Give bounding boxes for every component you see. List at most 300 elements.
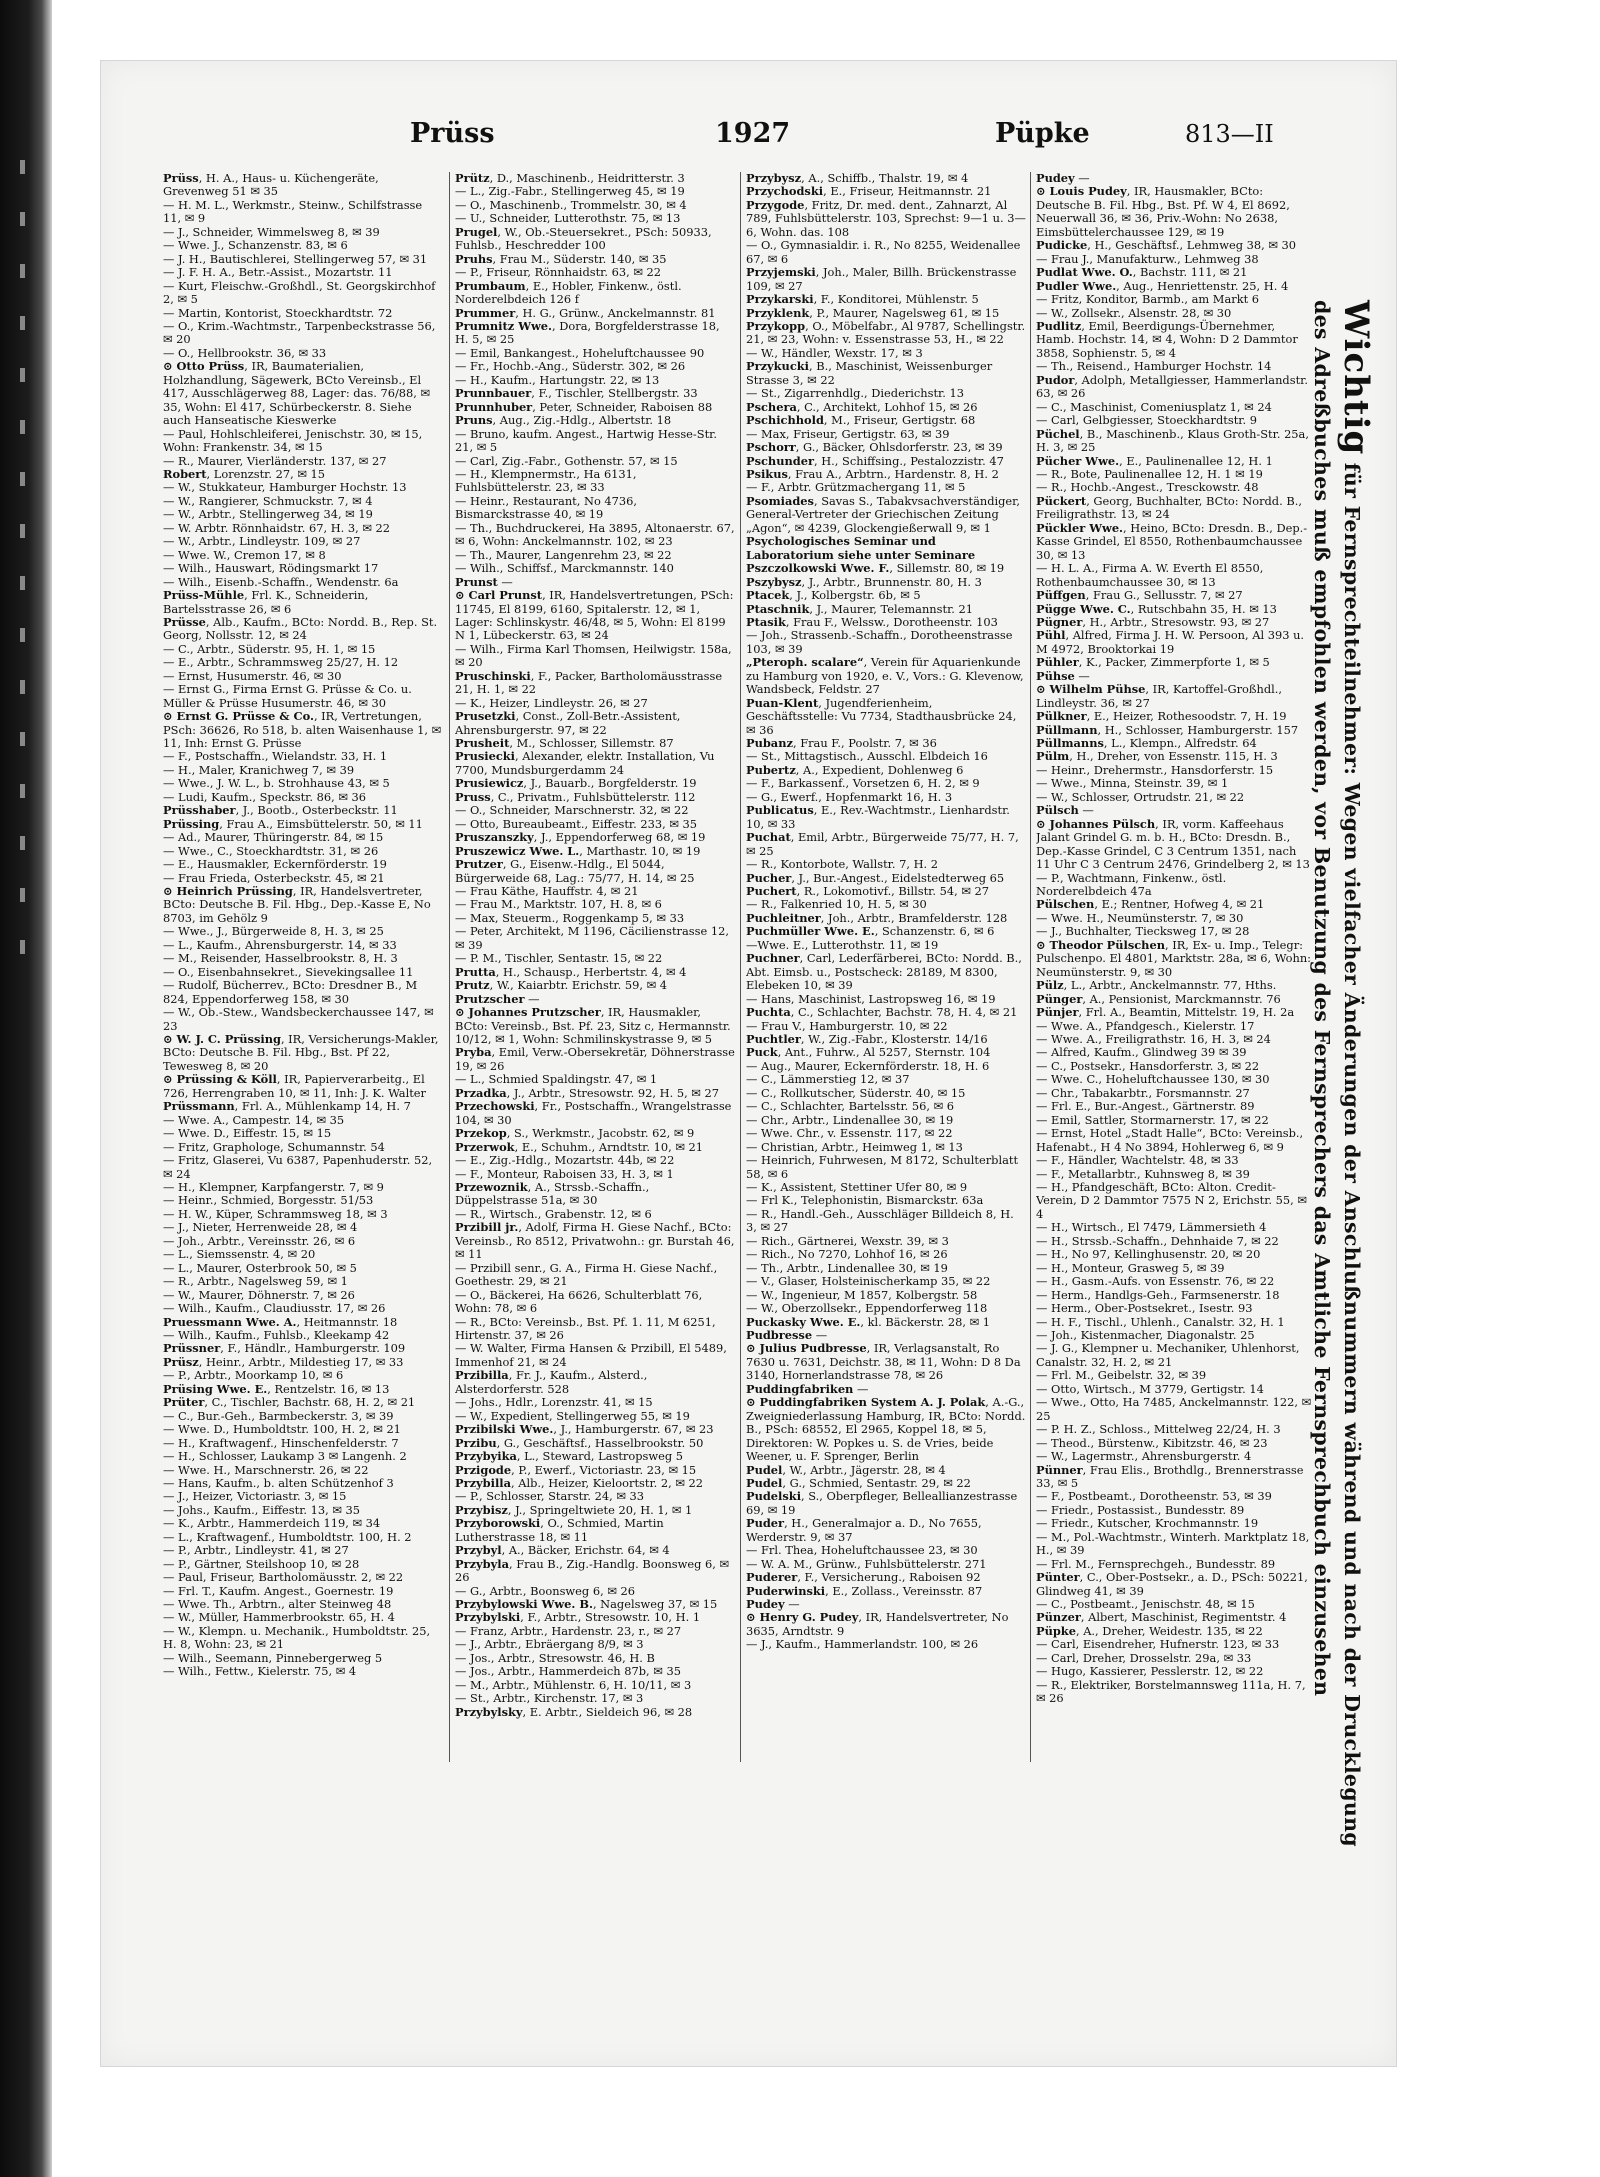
directory-entry: — R., Handl.-Geh., Ausschläger Billdeich 8, H. 3, ✉ 27 [746, 1206, 1014, 1235]
directory-entry: Pühl, Alfred, Firma J. H. W. Persoon, Al 393 u. M 4972, Brooktorkai 19 [1036, 628, 1305, 656]
directory-entry: Pülschen, E.; Rentner, Hofweg 4, ✉ 21 [1036, 897, 1265, 912]
directory-entry: — Joh., Kistenmacher, Diagonalstr. 25 [1036, 1327, 1255, 1342]
entry-surname: Prunnbauer [455, 386, 532, 401]
directory-entry: — Alfred, Kaufm., Glindweg 39 ✉ 39 [1036, 1045, 1247, 1060]
directory-entry: — M., Arbtr., Mühlenstr. 6, H. 10/11, ✉ 3 [455, 1677, 692, 1692]
directory-entry: — Franz, Arbtr., Hardenstr. 23, r., ✉ 27 [455, 1623, 682, 1638]
directory-entry: Pschunder, H., Schiffsing., Pestalozzistr. 47 [746, 453, 1004, 468]
directory-entry: Przychodski, E., Friseur, Heitmannstr. 21 [746, 184, 992, 199]
directory-entry: — H., Kraftwagenf., Hinschenfelderstr. 7 [163, 1435, 399, 1450]
entry-surname: ⊙ Otto Prüss [163, 359, 245, 374]
directory-entry: — M., Reisender, Hasselbrookstr. 8, H. 3 [163, 951, 398, 966]
entry-surname: Przewoznik [455, 1179, 528, 1194]
directory-entry: — H. L. A., Firma A. W. Everth El 8550, Rothenbaumchaussee 30, ✉ 13 [1036, 561, 1264, 589]
entry-surname: Prüsse [163, 614, 206, 629]
entry-surname: Przybyl [455, 1543, 502, 1558]
directory-entry: Przykopp, O., Möbelfabr., Al 9787, Schellingstr. 21, ✉ 23, Wohn: v. Essenstrasse 53, H., ✉ 22 [746, 318, 1026, 347]
directory-entry: — Wwe. A., Freiligrathstr. 16, H. 3, ✉ 24 [1036, 1032, 1271, 1046]
directory-entry: — C., Bur.-Geh., Barmbeckerstr. 3, ✉ 39 [163, 1408, 394, 1423]
entry-surname: Pünter [1036, 1570, 1080, 1585]
directory-entry: Pschorr, G., Bäcker, Ohlsdorferstr. 23, ✉ 39 [746, 440, 1003, 455]
directory-entry: — Th., Arbtr., Lindenallee 30, ✉ 19 [746, 1260, 948, 1275]
directory-entry: — P., Wachtmann, Finkenw., östl. Norderelbdeich 47a [1036, 870, 1227, 899]
directory-entry: — Heinr., Restaurant, No 4736, Bismarckstrasse 40, ✉ 19 [455, 493, 638, 522]
directory-entry: — Emil, Sattler, Stormarnerstr. 17, ✉ 22 [1036, 1112, 1269, 1127]
directory-entry: — Przibill senr., G. A., Firma H. Giese Nachf., Goethestr. 29, ✉ 21 [455, 1260, 718, 1289]
directory-entry: — Jos., Arbtr., Hammerdeich 87b, ✉ 35 [455, 1664, 681, 1679]
directory-entry: — Max, Steuerm., Roggenkamp 5, ✉ 33 [455, 910, 685, 925]
directory-entry: Pruhs, Frau M., Süderstr. 140, ✉ 35 [455, 251, 667, 266]
directory-entry: Przybilla, Alb., Heizer, Kieloortstr. 2, ✉ 22 [455, 1475, 704, 1490]
directory-entry: — W., Lagermstr., Ahrensburgerstr. 4 [1036, 1449, 1252, 1464]
directory-entry: — Carl, Dreher, Drosselstr. 29a, ✉ 33 [1036, 1650, 1252, 1665]
directory-entry: — Otto, Bureaubeamt., Eiffestr. 233, ✉ 35 [455, 816, 697, 831]
entry-surname: Pubanz [746, 736, 793, 751]
directory-entry: — Wwe. D., Eiffestr. 15, ✉ 15 [163, 1126, 332, 1141]
directory-entry: — O., Hellbrookstr. 36, ✉ 33 [163, 345, 327, 360]
directory-entry: — O., Schneider, Marschnerstr. 32, ✉ 22 [455, 803, 689, 818]
directory-entry: Pryba, Emil, Verw.-Obersekretär, Döhnerstrasse 19, ✉ 26 [455, 1045, 735, 1073]
directory-entry: — Wwe. Chr., v. Essenstr. 117, ✉ 22 [746, 1126, 953, 1141]
directory-entry: — R., Bote, Paulinenallee 12, H. 1 ✉ 19 [1036, 466, 1263, 481]
directory-entry: — R., Maurer, Vierländerstr. 137, ✉ 27 [163, 453, 387, 468]
directory-entry: — H., Schlosser, Laukamp 3 ✉ Langenh. 2 [163, 1449, 407, 1464]
directory-entry: Przibu, G., Geschäftsf., Hasselbrookstr. 50 [455, 1435, 704, 1450]
directory-entry: — Wwe. A., Pfandgesch., Kielerstr. 17 [1036, 1018, 1255, 1033]
page-number: 813—II [1185, 120, 1274, 148]
entry-surname: Prüsing Wwe. E. [163, 1381, 268, 1396]
directory-entry: — Johs., Kaufm., Eiffestr. 13, ✉ 35 [163, 1502, 361, 1517]
entry-surname: Prusiewicz [455, 776, 524, 791]
directory-entry: — H. F., Tischl., Uhlenh., Canalstr. 32, H. 1 [1036, 1314, 1285, 1329]
directory-entry: — Frl K., Telephonistin, Bismarckstr. 63a [746, 1193, 984, 1208]
entry-surname: Przybysz [746, 172, 802, 185]
entry-surname: Pruszewicz Wwe. L. [455, 843, 580, 858]
directory-entry: Przybyl, A., Bäcker, Erichstr. 64, ✉ 4 [455, 1543, 670, 1558]
directory-entry: Puchleitner, Joh., Arbtr., Bramfelderstr. 128 [746, 910, 1008, 925]
directory-entry: Przibilla, Fr. J., Kaufm., Alsterd., Alsterdorferstr. 528 [455, 1368, 648, 1396]
directory-entry: Pudel, W., Arbtr., Jägerstr. 28, ✉ 4 [746, 1462, 946, 1477]
directory-entry: — H. M. L., Werkmstr., Steinw., Schilfstrasse 11, ✉ 9 [163, 197, 423, 226]
directory-entry: — W. Arbtr. Rönnhaidstr. 67, H. 3, ✉ 22 [163, 520, 391, 535]
directory-entry: — Frau M., Marktstr. 107, H. 8, ✉ 6 [455, 897, 662, 912]
directory-entry: — J., Kaufm., Hammerlandstr. 100, ✉ 26 [746, 1637, 979, 1652]
directory-entry: — H. W., Küper, Schrammsweg 18, ✉ 3 [163, 1206, 388, 1221]
entry-surname: Przibill jr. [455, 1220, 519, 1235]
directory-entry: Pruszewicz Wwe. L., Marthastr. 10, ✉ 19 [455, 843, 701, 858]
directory-entry: Prüsshaber, J., Bootb., Osterbeckstr. 11 [163, 803, 398, 818]
directory-entry: Püllmann, H., Schlosser, Hamburgerstr. 157 [1036, 722, 1299, 737]
directory-entry: — P., Arbtr., Lindleystr. 41, ✉ 27 [163, 1543, 349, 1558]
entry-surname: ⊙ Johannes Pülsch [1036, 816, 1156, 831]
entry-surname: ⊙ Prüssing & Köll [163, 1072, 277, 1087]
directory-entry: ⊙ Johannes Pülsch, IR, vorm. Kaffeehaus Jalant Grindel G. m. b. H., BCto: Dresdn. B., Dep.-Kasse Grindel, C 3 Centrum 1351, nach 11 Uhr C 3 Centrum 2476, Grindelberg 2, ✉ 13 [1036, 816, 1310, 872]
directory-entry: Puderer, F., Versicherung., Raboisen 92 [746, 1570, 981, 1585]
entry-surname: Przyjemski [746, 265, 816, 280]
entry-surname: Pruessmann Wwe. A. [163, 1314, 297, 1329]
directory-entry: — H., Klempner, Karpfangerstr. 7, ✉ 9 [163, 1179, 384, 1194]
directory-entry: — H., No 97, Kellinghusenstr. 20, ✉ 20 [1036, 1247, 1261, 1262]
directory-entry: Püchel, B., Maschinenb., Klaus Groth-Str. 25a, H. 3, ✉ 25 [1036, 426, 1309, 455]
notice-line-2: des Adreßbuches muß empfohlen werden, vor Benutzung des Fernsprechers das Amtliche Fernsprechbuch einzusehen [1310, 300, 1334, 1697]
entry-surname: Pruszanszky [455, 830, 534, 845]
directory-entry: — Th., Reisend., Hamburger Hochstr. 14 [1036, 359, 1272, 374]
entry-surname: Robert [163, 466, 207, 481]
entry-surname: Pückler Wwe. [1036, 520, 1124, 535]
directory-entry: — H., Monteur, Grasweg 5, ✉ 39 [1036, 1260, 1225, 1275]
directory-entry: — C., Postbeamt., Jenischstr. 48, ✉ 15 [1036, 1597, 1255, 1612]
directory-entry: Pschichhold, M., Friseur, Gertigstr. 68 [746, 413, 976, 428]
directory-entry: Pünter, C., Ober-Postsekr., a. D., PSch: 50221, Glindweg 41, ✉ 39 [1036, 1570, 1308, 1598]
entry-surname: Prüssner [163, 1341, 221, 1356]
directory-entry: Prusheit, M., Schlosser, Sillemstr. 87 [455, 736, 674, 751]
entry-surname: Przibu [455, 1435, 497, 1450]
directory-entry: Prummer, H. G., Grünw., Anckelmannstr. 81 [455, 305, 716, 320]
entry-surname: Pünner [1036, 1462, 1083, 1477]
directory-entry: — Joh., Arbtr., Vereinsstr. 26, ✉ 6 [163, 1233, 356, 1248]
entry-surname: Pszczolkowski Wwe. F. [746, 561, 890, 576]
directory-entry: — L., Maurer, Osterbrook 50, ✉ 5 [163, 1260, 357, 1275]
directory-entry: Puchmüller Wwe. E., Schanzenstr. 6, ✉ 6 [746, 924, 995, 939]
entry-surname: Pszybysz [746, 574, 802, 589]
directory-entry: ⊙ W. J. C. Prüssing, IR, Versicherungs-Makler, BCto: Deutsche B. Fil. Hbg., Bst. Pf 22, Tewesweg 8, ✉ 20 [163, 1032, 439, 1073]
directory-entry: — Friedr., Postassist., Bundesstr. 89 [1036, 1502, 1245, 1517]
directory-entry: — Paul, Friseur, Bartholomäusstr. 2, ✉ 22 [163, 1570, 404, 1585]
directory-entry: Przybisz, J., Springeltwiete 20, H. 1, ✉ 1 [455, 1502, 693, 1517]
entry-surname: Pülsch [1036, 803, 1079, 818]
directory-entry: — Chr., Arbtr., Lindenallee 30, ✉ 19 [746, 1112, 954, 1127]
entry-surname: Pubertz [746, 762, 796, 777]
directory-entry: ⊙ Carl Prunst, IR, Handelsvertretungen, PSch: 11745, El 8199, 6160, Spitalerstr. 12, ✉ 1, Lager: Schlinskystr. 46/48, ✉ 5, Wohn: El 8199 N 1, Lübeckerstr. 63, ✉ 24 [455, 588, 734, 643]
entry-surname: Prutta [455, 964, 496, 979]
entry-surname: Puddingfabriken [746, 1381, 854, 1396]
entry-surname: Przerwok [455, 1139, 515, 1154]
directory-entry: Puchert, R., Lokomotivf., Billstr. 54, ✉ 27 [746, 884, 989, 899]
entry-surname: Pudler Wwe. [1036, 278, 1117, 293]
directory-entry: — L., Kraftwagenf., Humboldtstr. 100, H. 2 [163, 1529, 412, 1544]
entry-surname: Püchel [1036, 426, 1080, 441]
directory-entry: Prutz, W., Kaiarbtr. Erichstr. 59, ✉ 4 [455, 978, 668, 993]
directory-entry: Pubanz, Frau F., Poolstr. 7, ✉ 36 [746, 736, 937, 751]
directory-entry: — F., Arbtr. Grützmachergang 11, ✉ 5 [746, 480, 966, 495]
entry-surname: Prüssing [163, 816, 220, 831]
directory-entry: — M., Pol.-Wachtmstr., Winterh. Marktplatz 18, H., ✉ 39 [1036, 1529, 1310, 1558]
directory-entry: — Jos., Arbtr., Stresowstr. 46, H. B [455, 1650, 655, 1665]
entry-surname: Pudelski [746, 1489, 802, 1504]
directory-entry: — Frau J., Manufakturw., Lehmweg 38 [1036, 251, 1259, 266]
entry-surname: Puchner [746, 951, 800, 966]
entry-surname: Puchleitner [746, 910, 821, 925]
entry-surname: Pülz [1036, 978, 1064, 993]
entry-surname: Prüter [163, 1395, 205, 1410]
entry-surname: Prüsz [163, 1354, 199, 1369]
directory-entry: — H., Gasm.-Aufs. von Essenstr. 76, ✉ 22 [1036, 1274, 1275, 1289]
entry-surname: Puck [746, 1045, 778, 1060]
directory-entry: — J. H., Bautischlerei, Stellingerweg 57, ✉ 31 [163, 251, 428, 266]
directory-entry: Puchat, Emil, Arbtr., Bürgerweide 75/77, H. 7, ✉ 25 [746, 830, 1019, 858]
entry-surname: ⊙ Julius Pudbresse [746, 1341, 867, 1356]
entry-surname: Pühler [1036, 655, 1079, 670]
entry-surname: Prusiecki [455, 749, 515, 764]
directory-column-4 [1036, 172, 1314, 1762]
directory-entry: Przyjemski, Joh., Maler, Billh. Brückenstrasse 109, ✉ 27 [746, 265, 1017, 293]
entry-surname: Prumbaum [455, 278, 526, 293]
directory-entry: — L., Schmied Spaldingstr. 47, ✉ 1 [455, 1072, 658, 1087]
directory-entry: — Wwe., J., Bürgerweide 8, H. 3, ✉ 25 [163, 924, 384, 939]
directory-entry: — Otto, Wirtsch., M 3779, Gertigstr. 14 [1036, 1381, 1264, 1396]
entry-surname: Prutzscher [455, 991, 525, 1006]
directory-entry: — W., Stukkateur, Hamburger Hochstr. 13 [163, 480, 407, 495]
notice-lead-word: Wichtig [1336, 300, 1376, 456]
directory-entry: — R., Hochb.-Angest., Tresckowstr. 48 [1036, 480, 1259, 495]
directory-entry: — F., Barkassenf., Vorsetzen 6, H. 2, ✉ 9 [746, 776, 980, 791]
entry-surname: Psomiades [746, 493, 814, 508]
header-first-entry: Prüss [410, 118, 495, 149]
entry-surname: Pühse [1036, 668, 1075, 683]
entry-surname: ⊙ Johannes Prutzscher [455, 1005, 601, 1020]
directory-entry: — H., Wirtsch., El 7479, Lämmersieth 4 [1036, 1220, 1267, 1235]
directory-entry: Pudel, G., Schmied, Sentastr. 29, ✉ 22 [746, 1475, 971, 1490]
entry-surname: Prunst [455, 574, 498, 589]
directory-entry: — F., Postbeamt., Dorotheenstr. 53, ✉ 39 [1036, 1489, 1272, 1504]
directory-entry: Pruszanszky, J., Eppendorferweg 68, ✉ 19 [455, 830, 706, 845]
directory-entry: ⊙ Prüssing & Köll, IR, Papierverarbeitg., El 726, Herrengraben 10, ✉ 11, Inh: J. K. Walter [163, 1072, 426, 1100]
entry-surname: Prusetzki [455, 709, 516, 724]
directory-entry: — Joh., Strassenb.-Schaffn., Dorotheenstrasse 103, ✉ 39 [746, 628, 1013, 656]
entry-surname: Pschunder [746, 453, 814, 468]
directory-entry: — J., Arbtr., Ebräergang 8/9, ✉ 3 [455, 1637, 644, 1652]
directory-entry: — J. G., Klempner u. Mechaniker, Uhlenhorst, Canalstr. 32, H. 2, ✉ 21 [1036, 1341, 1300, 1369]
directory-entry: — Th., Maurer, Langenrehm 23, ✉ 22 [455, 547, 672, 562]
entry-surname: Pruhs [455, 251, 493, 266]
directory-entry: — F., Metallarbtr., Kuhnsweg 8, ✉ 39 [1036, 1166, 1250, 1181]
directory-entry: — P., Gärtner, Steilshoop 10, ✉ 28 [163, 1556, 360, 1571]
directory-entry: — Johs., Hdlr., Lorenzstr. 41, ✉ 15 [455, 1395, 653, 1410]
directory-entry: Pudor, Adolph, Metallgiesser, Hammerlandstr. 63, ✉ 26 [1036, 372, 1308, 401]
entry-surname: Püllmann [1036, 722, 1098, 737]
directory-entry: — Paul, Hohlschleiferei, Jenischstr. 30, ✉ 15, Wohn: Frankenstr. 34, ✉ 15 [163, 426, 423, 455]
entry-surname: Pülm [1036, 749, 1070, 764]
entry-surname: Pucher [746, 870, 792, 885]
header-last-entry: Püpke [995, 118, 1090, 149]
entry-surname: ⊙ Wilhelm Pühse [1036, 682, 1146, 697]
entry-surname: ⊙ Puddingfabriken System A. J. Polak [746, 1395, 986, 1410]
telephone-notice-sidebar [1310, 300, 1376, 1847]
entry-surname: Pünjer [1036, 1005, 1079, 1020]
directory-entry: Puchner, Carl, Lederfärberei, BCto: Nordd. B., Abt. Eimsb. u., Postscheck: 28189, M 8300, Elebeken 10, ✉ 39 [746, 951, 1022, 993]
directory-entry: — O., Gymnasialdir. i. R., No 8255, Weidenallee 67, ✉ 6 [746, 238, 1021, 266]
directory-entry: — Wwe., J. W. L., b. Strohhause 43, ✉ 5 [163, 776, 390, 791]
directory-entry: — Ernst G., Firma Ernst G. Prüsse & Co. u. Müller & Prüsse Husumerstr. 46, ✉ 30 [163, 682, 412, 710]
directory-entry: — W. A. M., Grünw., Fuhlsbüttelerstr. 271 [746, 1556, 987, 1571]
entry-surname: Puchert [746, 884, 797, 899]
directory-entry: Puchtler, W., Zig.-Fabr., Klosterstr. 14/16 [746, 1032, 988, 1046]
entry-surname: Puchta [746, 1005, 791, 1020]
entry-surname: Prutzer [455, 857, 503, 872]
directory-entry: — W., Händler, Wexstr. 17, ✉ 3 [746, 345, 923, 360]
directory-entry: Prunst — [455, 574, 513, 589]
entry-surname: Pülkner [1036, 709, 1087, 724]
directory-entry: ⊙ Heinrich Prüssing, IR, Handelsvertreter, BCto: Deutsche B. Fil. Hbg., Dep.-Kasse E, No 8703, im Gehölz 9 [163, 884, 431, 925]
directory-entry: Prüter, C., Tischler, Bachstr. 68, H. 2, ✉ 21 [163, 1395, 416, 1410]
directory-entry: — Kurt, Fleischw.-Großhdl., St. Georgskirchhof 2, ✉ 5 [163, 278, 436, 307]
directory-entry: Pünzer, Albert, Maschinist, Regimentstr. 4 [1036, 1610, 1287, 1625]
directory-entry: Puddingfabriken — [746, 1381, 869, 1396]
entry-surname: Przyborowski [455, 1516, 541, 1531]
directory-entry: — Wwe., Minna, Steinstr. 39, ✉ 1 [1036, 776, 1229, 791]
entry-surname: Puchmüller Wwe. E. [746, 924, 875, 939]
directory-column-2 [455, 172, 735, 1762]
directory-entry: — Wwe. W., Cremon 17, ✉ 8 [163, 547, 326, 562]
directory-entry: — J., Buchhalter, Tiecksweg 17, ✉ 28 [1036, 924, 1250, 939]
directory-entry: — W., Arbtr., Lindleystr. 109, ✉ 27 [163, 534, 361, 549]
directory-entry: — Wwe. J., Schanzenstr. 83, ✉ 6 [163, 238, 348, 253]
directory-entry: — C., Postsekr., Hansdorferstr. 3, ✉ 22 [1036, 1058, 1260, 1073]
entry-surname: Pruschinski [455, 668, 531, 683]
directory-entry: — P., Friseur, Rönnhaidstr. 63, ✉ 22 [455, 265, 661, 280]
entry-surname: Prummer [455, 305, 516, 320]
entry-surname: Prüss [163, 172, 199, 185]
directory-entry: — Wilh., Hauswart, Rödingsmarkt 17 [163, 561, 379, 576]
entry-surname: Ptasik [746, 614, 786, 629]
directory-entry: — Christian, Arbtr., Heimweg 1, ✉ 13 [746, 1139, 963, 1154]
entry-surname: Przybylowski Wwe. B. [455, 1597, 593, 1612]
entry-surname: Pügner [1036, 614, 1083, 629]
directory-entry: — Hugo, Kassierer, Pesslerstr. 12, ✉ 22 [1036, 1664, 1264, 1679]
directory-entry: Przybylowski Wwe. B., Nagelsweg 37, ✉ 15 [455, 1597, 718, 1612]
entry-surname: Przyklenk [746, 305, 810, 320]
directory-entry: — Wilh., Seemann, Pinnebergerweg 5 [163, 1650, 383, 1665]
entry-surname: Puckasky Wwe. E. [746, 1314, 861, 1329]
directory-entry: Pügner, H., Arbtr., Stresowstr. 93, ✉ 27 [1036, 614, 1270, 629]
directory-entry: — Fritz, Konditor, Barmb., am Markt 6 [1036, 292, 1260, 307]
directory-entry: — Wwe., C., Stoeckhardtstr. 31, ✉ 26 [163, 843, 379, 858]
entry-surname: Puchat [746, 830, 791, 845]
entry-surname: Przekop [455, 1126, 507, 1141]
directory-entry: Pücher Wwe., E., Paulinenallee 12, H. 1 [1036, 453, 1273, 468]
directory-entry: — Frl. T., Kaufm. Angest., Goernestr. 19 [163, 1583, 394, 1598]
directory-entry: — Wwe. H., Marschnerstr. 26, ✉ 22 [163, 1462, 369, 1477]
directory-entry: — Wwe. A., Campestr. 14, ✉ 35 [163, 1112, 345, 1127]
entry-surname: Prütz [455, 172, 490, 185]
entry-surname: Pünger [1036, 991, 1083, 1006]
entry-surname: ⊙ Theodor Pülschen [1036, 937, 1165, 952]
entry-surname: Puchtler [746, 1032, 801, 1046]
entry-surname: Przybisz [455, 1502, 508, 1517]
directory-entry: — F., Händler, Wachtelstr. 48, ✉ 33 [1036, 1153, 1239, 1168]
entry-surname: Prugel [455, 224, 498, 239]
directory-entry: — H., Maler, Kranichweg 7, ✉ 39 [163, 762, 355, 777]
directory-entry: Pszczolkowski Wwe. F., Sillemstr. 80, ✉ 19 [746, 561, 1005, 576]
directory-entry: Przybylski, F., Arbtr., Stresowstr. 10, H. 1 [455, 1610, 701, 1625]
directory-entry: Przechowski, Fr., Postschaffn., Wrangelstrasse 104, ✉ 30 [455, 1099, 732, 1127]
directory-entry: Puder, H., Generalmajor a. D., No 7655, Werderstr. 9, ✉ 37 [746, 1516, 982, 1544]
entry-surname: Pückert [1036, 493, 1087, 508]
directory-entry: — E., Zig.-Hdlg., Mozartstr. 44b, ✉ 22 [455, 1153, 675, 1168]
entry-surname: Püpke [1036, 1623, 1076, 1638]
directory-entry: Przibill jr., Adolf, Firma H. Giese Nachf., BCto: Vereinsb., Ro 8512, Privatwohn.: gr. Burstah 46, ✉ 11 [455, 1220, 735, 1262]
entry-surname: Przychodski [746, 184, 824, 199]
directory-entry: — Chr., Tabakarbtr., Forsmannstr. 27 [1036, 1085, 1250, 1100]
directory-entry: — C., Maschinist, Comeniusplatz 1, ✉ 24 [1036, 399, 1272, 414]
directory-entry: Pucher, J., Bur.-Angest., Eidelstedterweg 65 [746, 870, 1005, 885]
directory-entry: — W., Expedient, Stellingerweg 55, ✉ 19 [455, 1408, 690, 1423]
directory-entry: Pudlat Wwe. O., Bachstr. 111, ✉ 21 [1036, 265, 1248, 280]
column-divider [449, 172, 450, 1762]
entry-surname: ⊙ Ernst G. Prüsse & Co. [163, 709, 314, 724]
directory-entry: — O., Bäckerei, Ha 6626, Schulterblatt 76, Wohn: 78, ✉ 6 [455, 1287, 703, 1316]
directory-entry: — O., Eisenbahnsekret., Sievekingsallee 11 [163, 964, 414, 979]
entry-surname: ⊙ Henry G. Pudey [746, 1610, 859, 1625]
binding-marks [14, 160, 36, 1460]
entry-surname: Pschichhold [746, 413, 824, 428]
directory-entry: Puchta, C., Schlachter, Bachstr. 78, H. 4, ✉ 21 [746, 1005, 1018, 1020]
directory-entry: Prüss, H. A., Haus- u. Küchengeräte, Grevenweg 51 ✉ 35 [163, 172, 379, 199]
directory-entry: — J. F. H. A., Betr.-Assist., Mozartstr. 11 [163, 265, 393, 280]
directory-entry: Puck, Ant., Fuhrw., Al 5257, Sternstr. 104 [746, 1045, 991, 1060]
directory-entry: Pruss, C., Privatm., Fuhlsbüttelerstr. 112 [455, 789, 696, 804]
entry-surname: Pruss [455, 789, 491, 804]
entry-surname: Puan-Klent [746, 695, 819, 710]
directory-entry: ⊙ Johannes Prutzscher, IR, Hausmakler, BCto: Vereinsb., Bst. Pf. 23, Sitz c, Hermannstr. 10/12, ✉ 1, Wohn: Schmilinskystrasse 9, ✉ 5 [455, 1005, 731, 1046]
book-binding-edge [0, 0, 52, 2177]
directory-entry: — R., Falkenried 10, H. 5, ✉ 30 [746, 897, 927, 912]
directory-entry: Pückert, Georg, Buchhalter, BCto: Nordd. B., Freiligrathstr. 13, ✉ 24 [1036, 493, 1302, 522]
directory-entry: — Wilh., Eisenb.-Schaffn., Wendenstr. 6a [163, 574, 399, 589]
directory-entry: — P. H. Z., Schloss., Mittelweg 22/24, H. 3 [1036, 1422, 1281, 1437]
directory-entry: — K., Heizer, Lindleystr. 26, ✉ 27 [455, 695, 648, 710]
directory-entry: — H., Pfandgeschäft, BCto: Alton. Credit-Verein, D 2 Dammtor 7575 N 2, Erichstr. 55, ✉ 4 [1036, 1179, 1307, 1221]
directory-entry: Prüssing, Frau A., Eimsbüttelerstr. 50, ✉ 11 [163, 816, 423, 831]
directory-entry: Przyklenk, P., Maurer, Nagelsweg 61, ✉ 15 [746, 305, 1000, 320]
directory-entry: — Friedr., Kutscher, Krochmannstr. 19 [1036, 1516, 1259, 1531]
directory-entry: — W., Rangierer, Schmuckstr. 7, ✉ 4 [163, 493, 373, 508]
directory-entry: Prüsse, Alb., Kaufm., BCto: Nordd. B., Rep. St. Georg, Nollsstr. 12, ✉ 24 [163, 614, 438, 643]
entry-surname: Prüsshaber [163, 803, 236, 818]
directory-entry: — Fritz, Graphologe, Schumannstr. 54 [163, 1139, 385, 1154]
directory-entry: Puderwinski, E., Zollass., Vereinsstr. 87 [746, 1583, 983, 1598]
directory-entry: — Wilh., Fettw., Kielerstr. 75, ✉ 4 [163, 1664, 357, 1679]
directory-entry: — Wilh., Firma Karl Thomsen, Heilwigstr. 158a, ✉ 20 [455, 641, 732, 670]
directory-entry: — St., Mittagstisch., Ausschl. Elbdeich 16 [746, 749, 988, 764]
directory-entry: — Herm., Handlgs-Geh., Farmsenerstr. 18 [1036, 1287, 1280, 1302]
entry-surname: Prunnhuber [455, 399, 533, 414]
directory-entry: — Rich., No 7270, Lohhof 16, ✉ 26 [746, 1247, 948, 1262]
directory-entry: — Frau Frieda, Osterbeckstr. 45, ✉ 21 [163, 870, 385, 885]
directory-entry: — Peter, Architekt, M 1196, Cäcilienstrasse 12, ✉ 39 [455, 924, 729, 952]
entry-surname: Pruns [455, 413, 493, 428]
directory-entry: — Rudolf, Bücherrev., BCto: Dresdner B., M 824, Eppendorferweg 158, ✉ 30 [163, 978, 418, 1006]
directory-entry: — V., Glaser, Holsteinischerkamp 35, ✉ 22 [746, 1274, 991, 1289]
directory-entry: Przybyla, Frau B., Zig.-Handlg. Boonsweg 6, ✉ 26 [455, 1556, 730, 1585]
directory-entry: Pünner, Frau Elis., Brothdlg., Brennerstrasse 33, ✉ 5 [1036, 1462, 1304, 1490]
entry-surname: Przibilla [455, 1368, 509, 1383]
entry-surname: Prumnitz Wwe. [455, 318, 553, 333]
directory-column-3 [746, 172, 1026, 1762]
directory-entry: Pruessmann Wwe. A., Heitmannstr. 18 [163, 1314, 398, 1329]
directory-entry: — J., Schneider, Wimmelsweg 8, ✉ 39 [163, 224, 380, 239]
directory-entry: Puan-Klent, Jugendferienheim, Geschäftsstelle: Vu 7734, Stadthausbrücke 24, ✉ 36 [746, 695, 1017, 737]
directory-entry: Przybylsky, E. Arbtr., Sieldeich 96, ✉ 28 [455, 1704, 693, 1719]
directory-entry: — W., Oberzollsekr., Eppendorferweg 118 [746, 1301, 988, 1316]
directory-entry: — Carl, Eisendreher, Hufnerstr. 123, ✉ 33 [1036, 1637, 1280, 1652]
directory-entry: — W. Walter, Firma Hansen & Przibill, El 5489, Immenhof 21, ✉ 24 [455, 1341, 727, 1369]
directory-entry: — W., Klempn. u. Mechanik., Humboldtstr. 25, H. 8, Wohn: 23, ✉ 21 [163, 1623, 431, 1652]
directory-entry: — Carl, Gelbgiesser, Stoeckhardtstr. 9 [1036, 413, 1257, 428]
entry-surname: Pünzer [1036, 1610, 1081, 1625]
directory-entry: — K., Arbtr., Hammerdeich 119, ✉ 34 [163, 1516, 381, 1531]
entry-surname: Przadka [455, 1085, 507, 1100]
